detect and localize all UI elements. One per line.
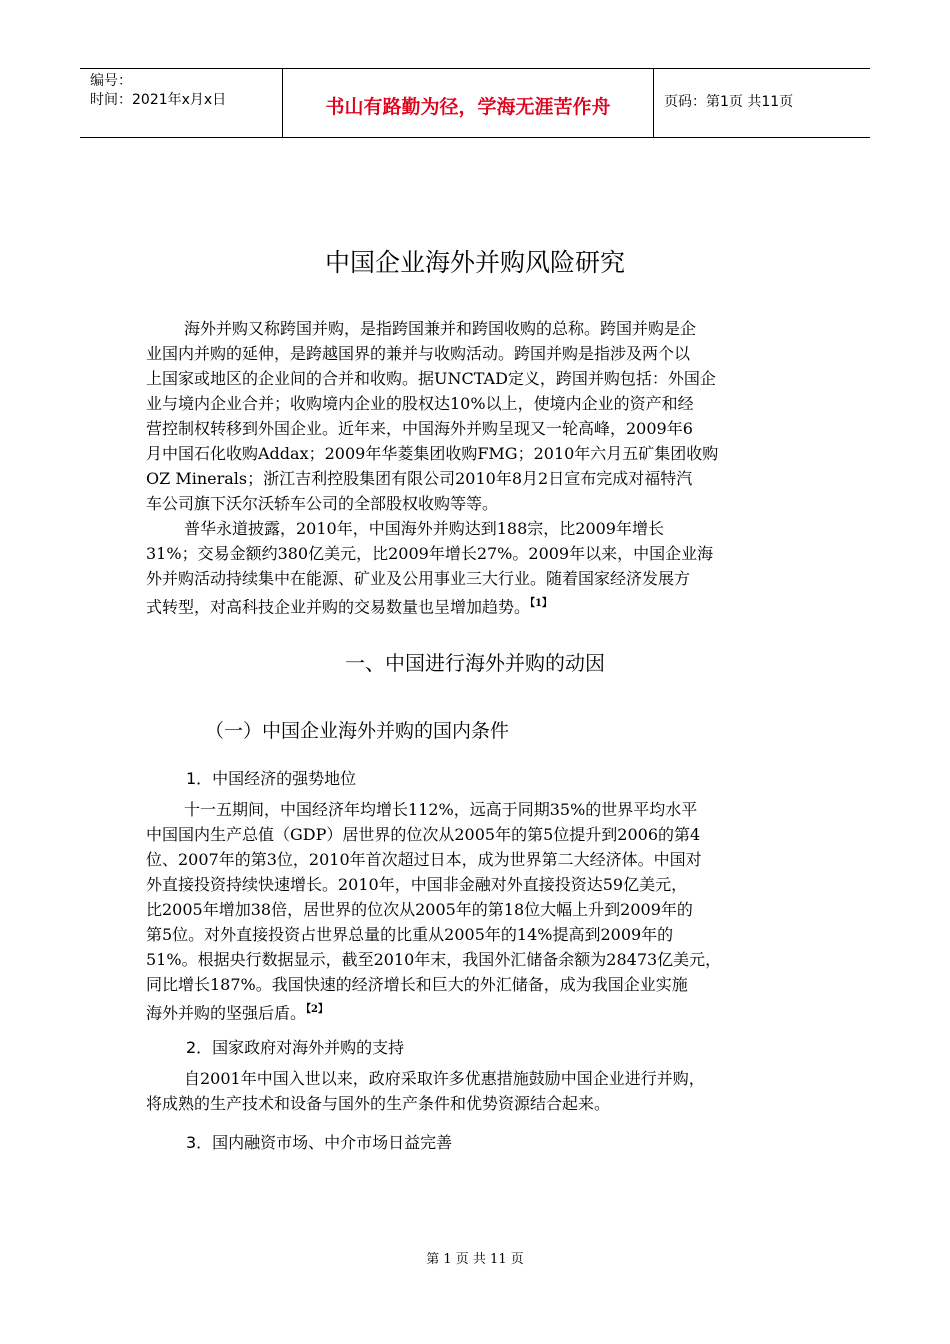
text-line: 31%；交易金额约380亿美元，比2009年增长27%。2009年以来，中国企业海 <box>146 544 714 563</box>
document-header <box>80 68 870 138</box>
item-heading-1: 1．中国经济的强势地位 <box>186 769 357 788</box>
text-line: 将成熟的生产技术和设备与国外的生产条件和优势资源结合起来。 <box>146 1094 611 1113</box>
text-line: OZ Minerals；浙江吉利控股集团有限公司2010年8月2日宣布完成对福特汽 <box>146 469 693 488</box>
document-title: 中国企业海外并购风险研究 <box>324 248 625 277</box>
text-line: 海外并购又称跨国并购，是指跨国兼并和跨国收购的总称。跨国并购是企 <box>184 319 697 338</box>
page-footer: 第 1 页 共 11 页 <box>426 1252 524 1267</box>
text-line: 普华永道披露，2010年，中国海外并购达到188宗，比2009年增长 <box>184 519 664 538</box>
text-line: 外直接投资持续快速增长。2010年，中国非金融对外直接投资达59亿美元， <box>146 875 688 894</box>
text-line: 营控制权转移到外国企业。近年来，中国海外并购呈现又一轮高峰，2009年6 <box>146 419 693 438</box>
text-line-content: 式转型，对高科技企业并购的交易数量也呈增加趋势。 <box>146 597 531 617</box>
text-line: 业国内并购的延伸，是跨越国界的兼并与收购活动。跨国并购是指涉及两个以 <box>146 344 691 363</box>
citation-ref: 【2】 <box>306 1004 328 1015</box>
section-heading: 一、中国进行海外并购的动因 <box>345 651 605 675</box>
text-line: 业与境内企业合并；收购境内企业的股权达10%以上，使境内企业的资产和经 <box>146 394 694 413</box>
text-line: 上国家或地区的企业间的合并和收购。据UNCTAD定义，跨国并购包括：外国企 <box>146 369 716 388</box>
text-line: 自2001年中国入世以来，政府采取许多优惠措施鼓励中国企业进行并购， <box>184 1069 705 1088</box>
text-line: 中国国内生产总值（GDP）居世界的位次从2005年的第5位提升到2006的第4 <box>146 825 701 844</box>
number-label: 编号： <box>90 73 132 89</box>
text-line: 月中国石化收购Addax；2009年华菱集团收购FMG；2010年六月五矿集团收购 <box>146 444 719 463</box>
motto-text: 书山有路勤为径，学海无涯苦作舟 <box>325 96 611 118</box>
text-line: 第5位。对外直接投资占世界总量的比重从2005年的14%提高到2009年的 <box>146 925 674 944</box>
text-line: 外并购活动持续集中在能源、矿业及公用事业三大行业。随着国家经济发展方 <box>146 569 691 588</box>
header-motto-cell <box>283 69 654 137</box>
time-label: 时间：2021年x月x日 <box>90 92 227 108</box>
text-line: 位、2007年的第3位，2010年首次超过日本，成为世界第二大经济体。中国对 <box>146 850 702 869</box>
text-line-content: 海外并购的坚强后盾。 <box>146 1003 307 1023</box>
item-heading-3: 3．国内融资市场、中介市场日益完善 <box>186 1133 453 1152</box>
header-meta-cell <box>80 69 283 137</box>
text-line: 比2005年增加38倍，居世界的位次从2005年的第18位大幅上升到2009年的 <box>146 900 693 919</box>
citation-ref: 【1】 <box>530 598 552 609</box>
page-info: 页码：第1页 共11页 <box>664 94 794 110</box>
text-line: 51%。根据央行数据显示，截至2010年末，我国外汇储备余额为28473亿美元， <box>146 950 722 969</box>
subsection-heading: （一）中国企业海外并购的国内条件 <box>205 720 510 742</box>
text-line: 十一五期间，中国经济年均增长112%，远高于同期35%的世界平均水平 <box>184 800 698 819</box>
text-line <box>146 594 552 617</box>
header-page-cell <box>654 69 870 137</box>
item-heading-2: 2．国家政府对海外并购的支持 <box>186 1038 405 1057</box>
text-line: 同比增长187%。我国快速的经济增长和巨大的外汇储备，成为我国企业实施 <box>146 975 688 994</box>
text-line: 车公司旗下沃尔沃轿车公司的全部股权收购等等。 <box>146 494 499 513</box>
text-line <box>146 1000 328 1023</box>
